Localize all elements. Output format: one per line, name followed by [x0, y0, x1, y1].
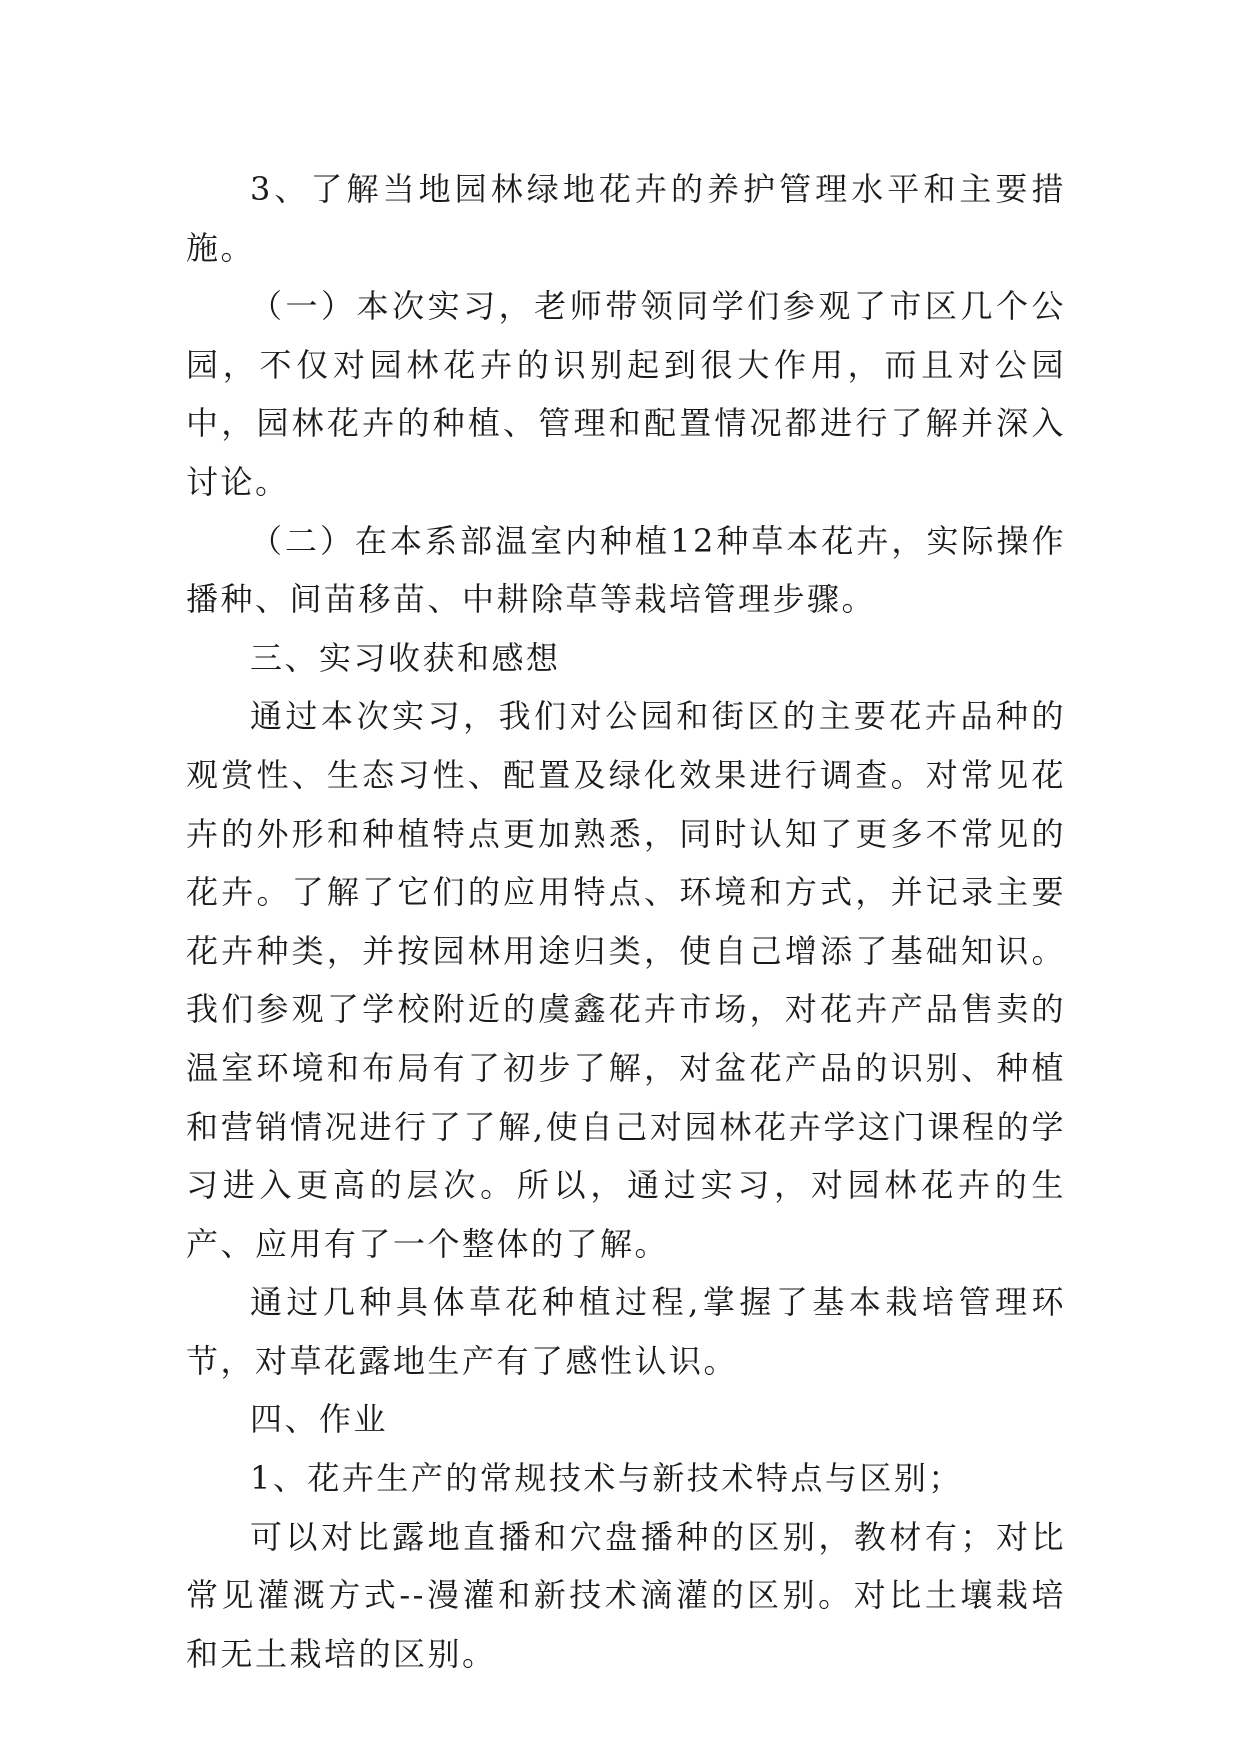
section-heading-3: 三、实习收获和感想	[250, 638, 561, 677]
paragraph-cultivation: 通过几种具体草花种植过程,掌握了基本栽培管理环节，对草花露地生产有了感性认识。	[186, 1283, 1066, 1380]
paragraph-homework-1: 1、花卉生产的常规技术与新技术特点与区别；	[250, 1459, 963, 1498]
paragraph-harvest: 通过本次实习，我们对公园和街区的主要花卉品种的观赏性、生态习性、配置及绿化效果进行调查。对常见花卉的外形和种植特点更加熟悉，同时认知了更多不常见的花卉。了解了它们的应用特点、环境和方式，并记录主要花卉种类，并按园林用途归类，使自己增添了基础知识。我们参观了学校附近的虞鑫花卉市场，对花卉产品售卖的温室环境和布局有了初步了解，对盆花产品的识别、种植和营销情况进行了了解,使自己对园林花卉学这门课程的学习进入更高的层次。所以，通过实习，对园林花卉的生产、应用有了一个整体的了解。	[186, 697, 1066, 1263]
paragraph-item-3: 3、了解当地园林绿地花卉的养护管理水平和主要措施。	[186, 170, 1066, 267]
paragraph-part-2: （二）在本系部温室内种植12种草本花卉，实际操作播种、间苗移苗、中耕除草等栽培管理步骤。	[186, 521, 1066, 619]
section-heading-4: 四、作业	[250, 1400, 389, 1439]
document-body	[186, 160, 1066, 1683]
paragraph-part-1: （一）本次实习，老师带领同学们参观了市区几个公园，不仅对园林花卉的识别起到很大作用，而且对公园中，园林花卉的种植、管理和配置情况都进行了解并深入讨论。	[186, 287, 1066, 501]
paragraph-homework-answer: 可以对比露地直播和穴盘播种的区别，教材有；对比常见灌溉方式--漫灌和新技术滴灌的区别。对比土壤栽培和无土栽培的区别。	[186, 1517, 1066, 1673]
